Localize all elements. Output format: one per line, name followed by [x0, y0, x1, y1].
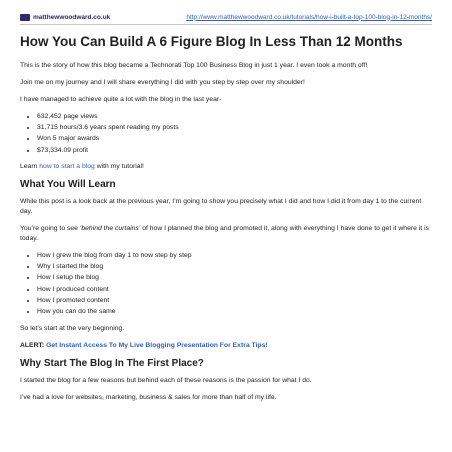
list-item: • How I setup the blog: [37, 273, 432, 283]
behind-curtains-paragraph: [20, 224, 432, 244]
journey-paragraph: Join me on my journey and I will share everything I did with you step by step over my shoulder!: [20, 78, 305, 86]
learn-prefix: Learn: [20, 163, 40, 171]
site-name: matthewwoodward.co.uk: [33, 13, 111, 21]
learn-suffix: with my tutorial!: [94, 163, 144, 171]
intro-paragraph: This is the story of how this blog became a Technorati Top 100 Business Blog in just 1 year. I even took a month off!: [20, 62, 368, 69]
look-back-paragraph: While this post is a look back at the previous year, I’m going to show you precisely what I did and how I did it from day 1 to the current day.: [20, 198, 422, 216]
article-title: How You Can Build A 6 Figure Blog In Less Than 12 Months: [20, 34, 403, 49]
list-item: • How I produced content: [37, 285, 432, 295]
behind-curtains-suffix: of how I planned the blog and promoted it, along with everything I have done to get it where it is today.: [20, 224, 429, 242]
stats-list: [20, 112, 432, 156]
list-item: • How you can do the same: [37, 307, 432, 317]
list-item: • Why I started the blog: [37, 262, 432, 272]
list-item: • 632,452 page views: [37, 112, 432, 122]
love-paragraph: I’ve had a love for websites, marketing, business & sales for more than half of my life.: [20, 393, 277, 401]
reasons-paragraph: I started the blog for a few reasons but behind each of these reasons is the passion for what I do.: [20, 376, 312, 384]
learn-paragraph: [20, 162, 432, 172]
print-header: [20, 10, 432, 25]
section-heading-why-start: Why Start The Blog In The First Place?: [20, 357, 204, 369]
start-a-blog-link[interactable]: how to start a blog: [39, 163, 95, 171]
list-item: • How I grew the blog from day 1 to now step by step: [37, 251, 432, 261]
presentation-access-link[interactable]: Get Instant Access To My Live Blogging Presentation For Extra Tips!: [46, 342, 268, 350]
article: [20, 34, 432, 410]
behind-curtains-emphasis: ‘behind the curtains’: [79, 224, 141, 232]
list-item: • 31,715 hours/3.6 years spent reading my posts: [37, 123, 432, 133]
learn-list: [20, 251, 432, 318]
achieved-paragraph: I have managed to achieve quite a lot with the blog in the last year-: [20, 95, 222, 103]
section-heading-what-you-will-learn: What You Will Learn: [20, 179, 116, 191]
behind-curtains-prefix: You’re going to see: [20, 224, 80, 232]
list-item: • How I promoted content: [37, 296, 432, 306]
start-paragraph: So let’s start at the very beginning.: [20, 325, 125, 333]
alert-label: ALERT:: [20, 342, 45, 350]
page-url-link[interactable]: http://www.matthewwoodward.co.uk/tutorials/how-i-built-a-top-100-blog-in-12-months/: [186, 13, 432, 21]
alert-paragraph: [20, 341, 432, 351]
list-item: • Won 5 major awards: [37, 134, 432, 144]
site-favicon-icon: [20, 14, 30, 21]
list-item: • $73,334.09 profit: [37, 146, 432, 156]
